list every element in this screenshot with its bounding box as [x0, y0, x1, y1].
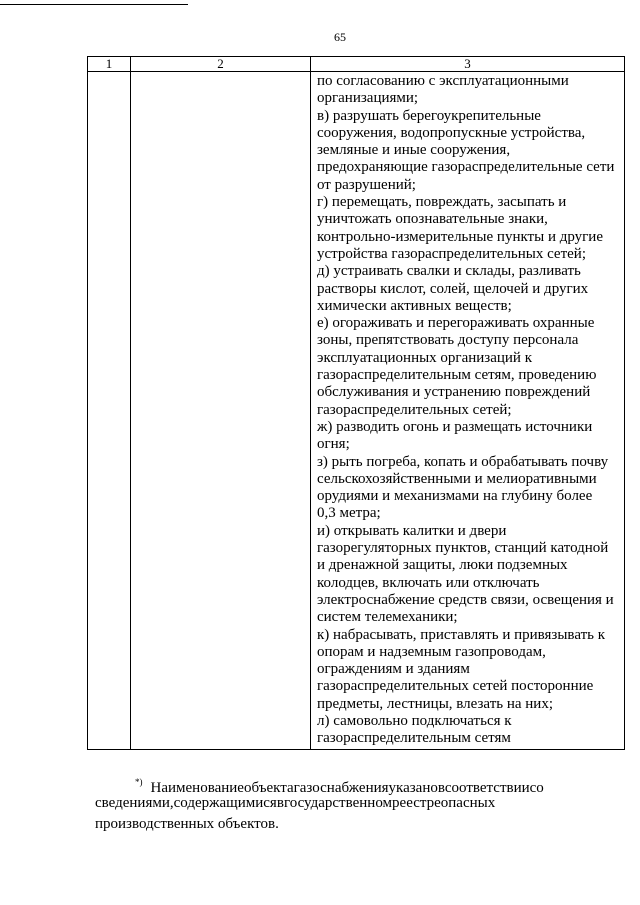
text-line: е) огораживать и перегораживать охранные [317, 315, 595, 332]
text-line: предметы, лестницы, влезать на них; [317, 695, 554, 712]
text-line: ж) разводить огонь и размещать источники [317, 418, 593, 435]
text-line: от разрушений; [317, 176, 416, 193]
footnote [95, 772, 623, 835]
document-table [87, 56, 625, 750]
text-line: и дренажной защиты, люки подземных [317, 557, 568, 574]
footnote-line-2 [95, 793, 623, 814]
text-line: орудиями и механизмами на глубину более [317, 488, 593, 505]
footnote-word: в [437, 780, 445, 796]
text-line: газораспределительным сетям, проведению [317, 367, 597, 384]
text-line: сооружения, водопропускные устройства, [317, 124, 586, 141]
text-line: электроснабжение средств связи, освещения и [317, 591, 614, 608]
footnote-word: реестре [392, 795, 441, 811]
text-line: г) перемещать, повреждать, засыпать и [317, 194, 567, 211]
text-line: опорам и надземным газопроводам, [317, 643, 546, 660]
top-divider-line [0, 4, 188, 5]
text-line: в) разрушать берегоукрепительные [317, 107, 541, 124]
text-line: по согласованию с эксплуатационными [317, 73, 569, 89]
text-line: 0,3 метра; [317, 505, 381, 522]
text-line: химически активных веществ; [317, 297, 512, 314]
footnote-marker: *) [135, 777, 143, 787]
text-line: д) устраивать свалки и склады, разливать [317, 263, 581, 280]
text-line: систем телемеханики; [317, 609, 458, 626]
body-cell-2 [131, 72, 311, 750]
footnote-word: сведениями, [95, 795, 174, 811]
text-line: к) набрасывать, приставлять и привязывать к [317, 626, 606, 643]
footnote-word: газоснабжения [293, 780, 389, 796]
footnote-word: указано [388, 780, 438, 796]
footnote-line-1 [95, 772, 623, 796]
text-line: з) рыть погреба, копать и обрабатывать почву [317, 453, 609, 470]
header-cell-3: 3 [311, 57, 625, 72]
text-line: устройства газораспределительных сетей; [317, 245, 586, 262]
text-line: ограждениям и зданиям [317, 661, 470, 678]
text-line: газораспределительных сетей посторонние [317, 678, 594, 695]
table-body-row [88, 72, 625, 750]
text-line: газорегуляторных пунктов, станций катодной [317, 540, 609, 557]
footnote-word: объекта [243, 780, 294, 796]
footnote-line-3: производственных объектов. [95, 816, 279, 832]
table-container [87, 56, 623, 750]
footnote-word: со [529, 780, 544, 796]
text-line: эксплуатационных организаций к [317, 349, 532, 366]
header-cell-1: 1 [88, 57, 131, 72]
footnote-word: соответствии [444, 780, 530, 796]
footnote-word: государственном [283, 795, 393, 811]
header-cell-2: 2 [131, 57, 311, 72]
text-line: организациями; [317, 90, 419, 107]
text-line: зоны, препятствовать доступу персонала [317, 332, 579, 349]
text-line: и) открывать калитки и двери [317, 522, 507, 539]
text-line: газораспределительным сетям [317, 730, 511, 747]
text-line: контрольно-измерительные пункты и другие [317, 228, 603, 245]
body-cell-1 [88, 72, 131, 750]
footnote-word: опасных [440, 795, 496, 811]
body-cell-3 [311, 72, 625, 750]
text-line: растворы кислот, солей, щелочей и других [317, 280, 589, 297]
text-line: обслуживания и устранению повреждений [317, 384, 591, 401]
text-line: предохраняющие газораспределительные сети [317, 159, 615, 176]
prohibitions-text [311, 72, 624, 748]
page-number: 65 [334, 30, 346, 44]
text-line: земляные и иные сооружения, [317, 142, 511, 159]
text-line: л) самовольно подключаться к [317, 712, 512, 729]
text-line: колодцев, включать или отключать [317, 574, 540, 591]
text-line: уничтожать опознавательные знаки, [317, 211, 548, 228]
footnote-word: в [276, 795, 284, 811]
text-line: газораспределительных сетей; [317, 401, 512, 418]
footnote-word: содержащимися [173, 795, 277, 811]
table-header-row [88, 57, 625, 72]
text-line: огня; [317, 436, 350, 453]
text-line: сельскохозяйственными и мелиоративными [317, 470, 597, 487]
footnote-word: Наименование [150, 780, 244, 796]
